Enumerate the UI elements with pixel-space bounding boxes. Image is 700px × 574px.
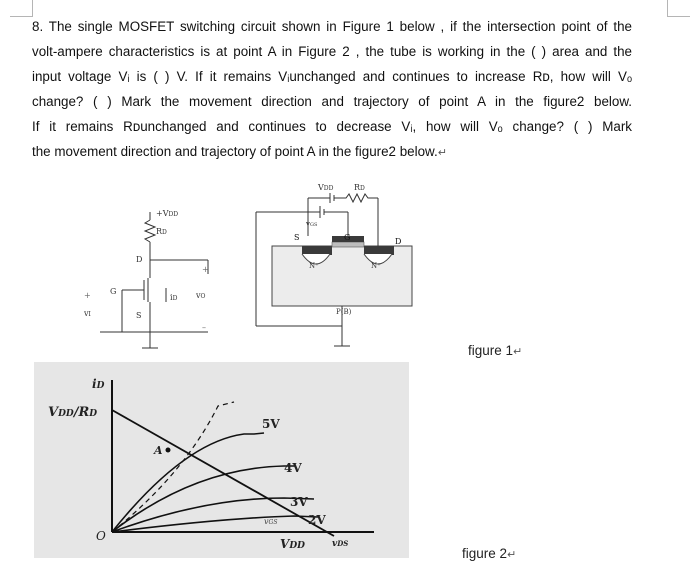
vi-label: vI xyxy=(84,309,91,318)
curve-2v-label: 2V xyxy=(308,513,326,527)
question-line-2: volt-ampere characteristics is at point A in Figure 2 , the tube is working in the ( ) area and the xyxy=(32,44,632,59)
device-s-label: S xyxy=(294,233,300,242)
figure1-caption-text: figure 1 xyxy=(468,343,514,358)
vgs-label: vGS xyxy=(264,517,278,526)
rd-label: RD xyxy=(156,227,167,236)
curve-5v-label: 5V xyxy=(262,417,280,431)
figure1-device-cross-section xyxy=(250,176,420,358)
x-intercept-label: VDD xyxy=(280,537,305,551)
page-corner-mark-right xyxy=(667,0,690,17)
device-vgs-label: vGS xyxy=(306,220,318,228)
device-d-label: D xyxy=(395,237,402,246)
point-a-marker xyxy=(166,448,171,453)
figure2-caption xyxy=(462,546,516,561)
figure2-background xyxy=(34,362,409,558)
paragraph-mark: ↵ xyxy=(437,147,447,159)
question-line-6-text: the movement direction and trajectory of point A in the figure2 below. xyxy=(32,144,438,159)
figure1-caption-mark: ↵ xyxy=(513,346,523,358)
vo-label: vO xyxy=(196,291,206,300)
vo-minus: – xyxy=(202,323,206,332)
source-metal xyxy=(302,246,332,255)
figure1-circuit xyxy=(78,190,228,360)
question-line-5: If it remains Rᴅunchanged and continues to decrease Vᵢ, how will Vₒ change? ( ) Mark xyxy=(32,119,632,134)
y-intercept-label: VDD/RD xyxy=(48,405,98,420)
device-rd-label: RD xyxy=(354,183,365,192)
gate-oxide xyxy=(332,242,364,247)
question-line-6 xyxy=(32,139,632,166)
drain-label: D xyxy=(136,255,143,264)
device-substrate-label: P(B) xyxy=(336,308,352,316)
point-a-label: A xyxy=(154,444,163,457)
question-text xyxy=(32,14,632,166)
figure2-caption-text: figure 2 xyxy=(462,546,508,561)
figure2-iv-characteristics xyxy=(34,362,409,558)
vi-plus: + xyxy=(84,291,91,300)
device-n2-label: N⁺ xyxy=(371,262,381,270)
y-axis-label: iD xyxy=(92,377,105,391)
question-line-4: change? ( ) Mark the movement direction and trajectory of point A in the figure2 below. xyxy=(32,94,632,109)
question-line-3: input voltage Vᵢ is ( ) V. If it remains Vᵢunchanged and continues to increase Rᴅ, how will Vₒ xyxy=(32,69,632,84)
device-n1-label: N⁺ xyxy=(309,262,319,270)
gate-label: G xyxy=(110,287,117,296)
curve-4v-label: 4V xyxy=(284,461,302,475)
device-vdd-label: VDD xyxy=(318,183,334,192)
source-label: S xyxy=(136,311,142,320)
x-axis-label: vDS xyxy=(332,539,349,549)
page-corner-mark-left xyxy=(10,0,33,17)
vo-plus: + xyxy=(202,265,209,274)
rd-resistor-device xyxy=(334,194,378,202)
rd-resistor xyxy=(145,220,155,242)
id-label: iD xyxy=(170,293,178,302)
question-line-1: 8. The single MOSFET switching circuit shown in Figure 1 below , if the intersection point of the xyxy=(32,19,632,34)
drain-metal xyxy=(364,246,394,255)
figure2-caption-mark: ↵ xyxy=(507,549,517,561)
origin-label: O xyxy=(96,529,106,543)
figure1-caption xyxy=(468,343,522,358)
vdd-label: +VDD xyxy=(156,209,179,218)
curve-3v-label: 3V xyxy=(290,495,308,509)
device-g-label: G xyxy=(344,233,351,242)
